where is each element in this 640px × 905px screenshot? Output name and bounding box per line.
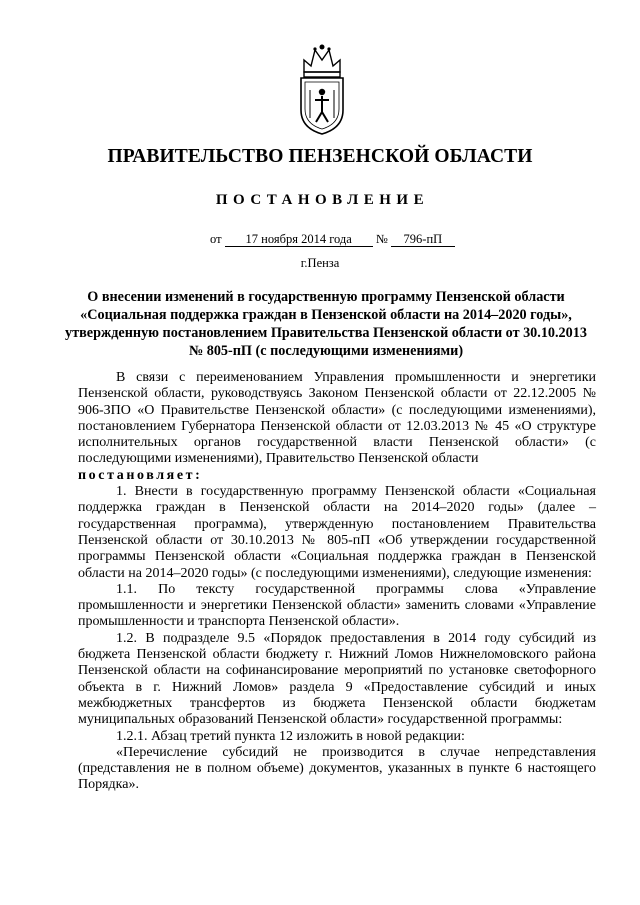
paragraph-1: 1. Внести в государственную программу Пензенской области «Социальная поддержка граждан в Пензенской области на 2014–2020 годы» (далее – государственная программа), утвержденную постановлением Правительства Пензенской области от 30.10.2013 № 805-пП «Об утверждении государственной программы Пензенской области «Социальная поддержка граждан в Пензенской области на 2014–2020 годы» (с последующими изменениями), следующие изменения: [78,484,596,581]
document-place: г.Пенза [300,256,340,270]
organization-name: ПРАВИТЕЛЬСТВО ПЕНЗЕНСКОЙ ОБЛАСТИ [107,146,533,167]
document-number: 796-пП [391,232,455,247]
paragraph-intro: В связи с переименованием Управления промышленности и энергетики Пензенской области, руководствуясь Законом Пензенской области от 22.12.2005 № 906-ЗПО «О Правительстве Пензенской области» (с последующими изменениями), постановлением Губернатора Пензенской области от 12.03.2013 № 45 «О структуре исполнительных органов государственной власти Пензенской области» (с последующими изменениями), Правительство Пензенской области [78,370,596,467]
document-body [78,370,596,794]
paragraph-quote: «Перечисление субсидий не производится в случае непредставления (представления не в полном объеме) документов, указанных в пункте 6 настоящего Порядка». [78,744,596,793]
decree-word: постановляет: [78,467,203,483]
document-date: 17 ноября 2014 года [225,232,373,247]
document-title: О внесении изменений в государственную программу Пензенской области «Социальная поддержка граждан в Пензенской области на 2014–2020 годы», утвержденную постановлением Правительства Пензенской области от 30.10.2013 № 805-пП (с последующими изменениями) [65,289,587,359]
number-prefix: № [375,232,388,246]
document-type: ПОСТАНОВЛЕНИЕ [215,192,430,208]
date-number-line [210,232,455,247]
paragraph-1-1: 1.1. По тексту государственной программы слова «Управление промышленности и энергетики Пензенской области» заменить словами «Управление промышленности и транспорта Пензенской области». [78,581,596,630]
date-prefix: от [210,232,222,246]
paragraph-1-2: 1.2. В подразделе 9.5 «Порядок предоставления в 2014 году субсидий из бюджета Пензенской области бюджету г. Нижний Ломов Нижнеломовского района Пензенской области на софинансирование мероприятий по установке светофорного объекта в г. Нижний Ломов» раздела 9 «Предоставление субсидий и иных межбюджетных трансфертов из бюджета Пензенской области бюджетам муниципальных образований Пензенской области» государственной программы: [78,630,596,728]
coat-of-arms-icon [295,42,349,136]
paragraph-1-2-1: 1.2.1. Абзац третий пункта 12 изложить в новой редакции: [116,728,465,744]
